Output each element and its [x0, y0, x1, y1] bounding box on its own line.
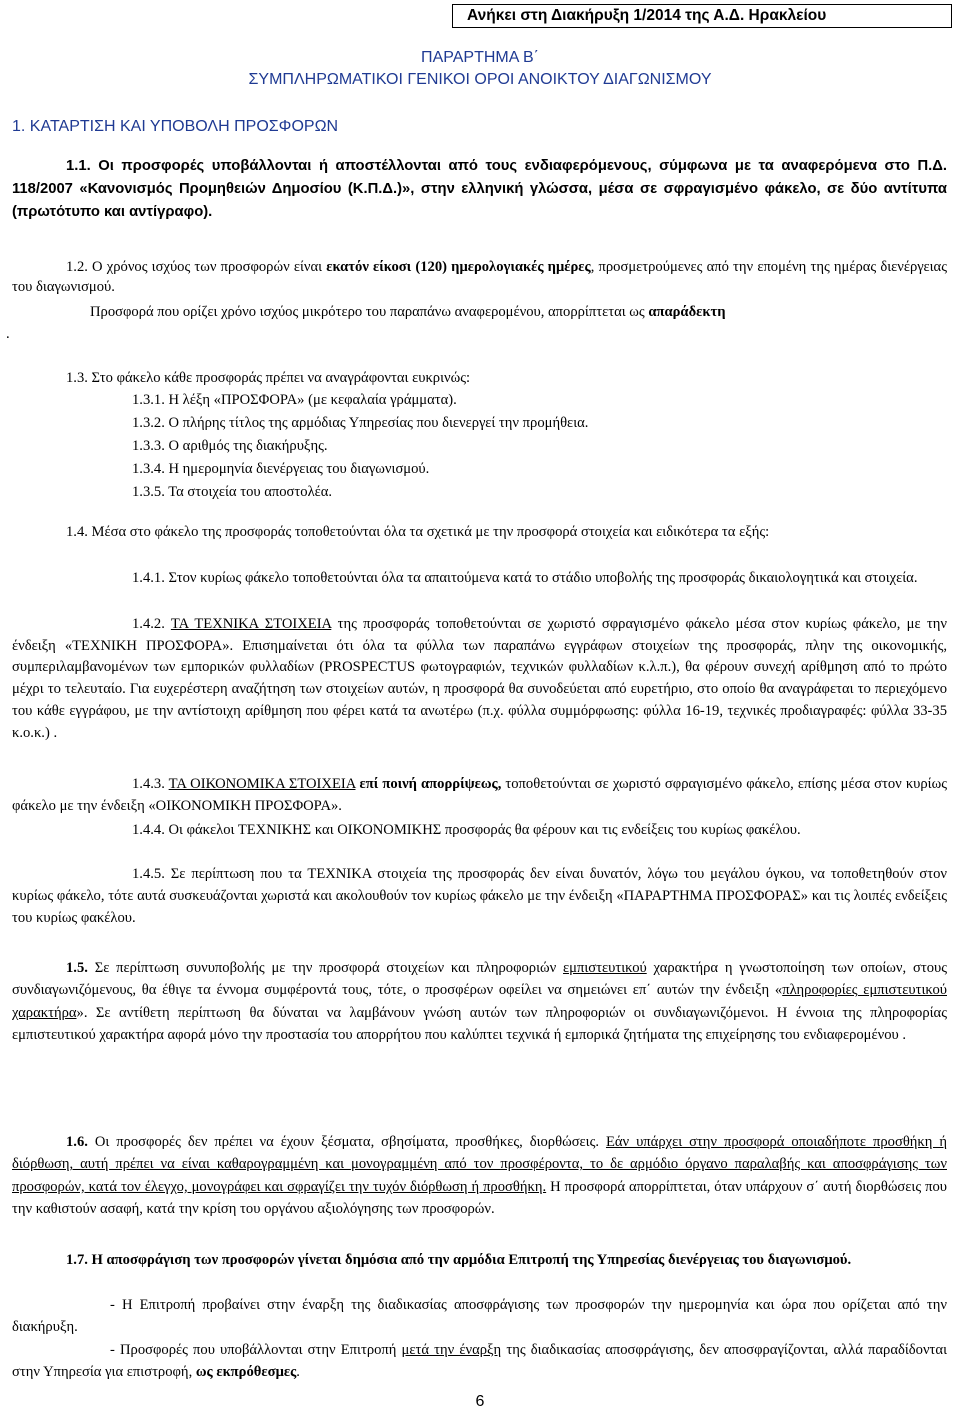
list-item: 1.3.2. Ο πλήρης τίτλος της αρμόδιας Υπηρεσίας που διενεργεί την προμήθεια. — [132, 415, 589, 431]
paragraph-1-1: 1.1. Οι προσφορές υποβάλλονται ή αποστέλλονται από τους ενδιαφερόμενους, σύμφωνα με τα αναφερόμενα στο Π.Δ. 118/2007 «Κανονισμός Προμηθειών Δημοσίου (Κ.Π.Δ.)», στην ελληνική γλώσσα, μέσα σε σφραγισμένο φάκελο, σε δύο αντίτυπα (πρωτότυπο και αντίγραφο). — [12, 158, 947, 220]
section-heading: 1. ΚΑΤΑΡΤΙΣΗ ΚΑΙ ΥΠΟΒΟΛΗ ΠΡΟΣΦΟΡΩΝ — [12, 118, 339, 135]
page-number: 6 — [475, 1393, 485, 1410]
list-item: 1.3.4. Η ημερομηνία διενέργειας του διαγωνισμού. — [132, 461, 430, 477]
header-box-text: Ανήκει στη Διακήρυξη 1/2014 της Α.Δ. Ηρακλείου — [467, 7, 827, 24]
paragraph-1-4-1: 1.4.1. Στον κυρίως φάκελο τοποθετούνται όλα τα απαιτούμενα κατά το στάδιο υποβολής της προσφοράς δικαιολογητικά και στοιχεία. — [132, 570, 918, 586]
paragraph-1-2: 1.2. Ο χρόνος ισχύος των προσφορών είναι εκατόν είκοσι (120) ημερολογιακές ημέρες, προσμετρούμενες από την επομένη της ημέρας διενέργειας του διαγωνισμού. — [12, 259, 947, 295]
paragraph-1-3: 1.3. Στο φάκελο κάθε προσφοράς πρέπει να αναγράφονται ευκρινώς: — [66, 370, 471, 386]
paragraph-1-4-2: 1.4.2. ΤΑ ΤΕΧΝΙΚΑ ΣΤΟΙΧΕΙΑ της προσφοράς τοποθετούνται σε χωριστό σφραγισμένο φάκελο μέσα στον κυρίως φάκελο, με την ένδειξη «ΤΕΧΝΙΚΗ ΠΡΟΣΦΟΡΑ». Επισημαίνεται ότι όλα τα φύλλα των παραπάνω εγγράφων στοιχείων της προσφοράς, πλην της οικονομικής, συμπεριλαμβανομένων των εμπορικών φυλλαδίων (PROSPECTUS φωτογραφιών, τεχνικών φυλλαδίων κ.λ.π.), θα φέρουν συνεχή αρίθμηση από το πρώτο μέχρι το τελευταίο. Για ευχερέστερη αναζήτηση των στοιχείων αυτών, η προσφορά θα συνοδεύεται από ευρετήριο, στο οποίο θα αναγράφεται το περιεχόμενο του κάθε εγγράφου, με την αντίστοιχη αρίθμηση που φέρει κατά τα ανωτέρω (π.χ. φύλλα συμμόρφωσης: φύλλα 16-19, τεχνικές προδιαγραφές: φύλλα 33-35 κ.ο.κ.) . — [12, 616, 947, 741]
paragraph-1-2-invalid: Προσφορά που ορίζει χρόνο ισχύος μικρότερο του παραπάνω αναφερομένου, απορρίπτεται ως απαράδεκτη — [90, 304, 726, 320]
paragraph-1-4-4: 1.4.4. Οι φάκελοι ΤΕΧΝΙΚΗΣ και ΟΙΚΟΝΟΜΙΚΗΣ προσφοράς θα φέρουν και τις ενδείξεις του κυρίως φακέλου. — [132, 822, 801, 838]
header-box — [452, 4, 952, 28]
paragraph-1-7: 1.7. Η αποσφράγιση των προσφορών γίνεται δημόσια από την αρμόδια Επιτροπή της Υπηρεσίας διενέργειας του διαγωνισμού. — [66, 1252, 852, 1268]
paragraph-1-5: 1.5. Σε περίπτωση συνυποβολής με την προσφορά στοιχείων και πληροφοριών εμπιστευτικού χαρακτήρα η γνωστοποίηση των οποίων, στους συνδιαγωνιζόμενους, θα έθιγε τα έννομα συμφέροντά τους, τότε, ο προσφέρων οφείλει να σημειώνει επ΄ αυτών την ένδειξη «πληροφορίες εμπιστευτικού χαρακτήρα». Σε αντίθετη περίπτωση θα δύναται να λαμβάνουν γνώση αυτών των πληροφοριών οι συνδιαγωνιζόμενοι. Η έννοια της πληροφορίας εμπιστευτικού χαρακτήρα αφορά μόνο την προστασία του απορρήτου που καλύπτει τεχνικά ή εμπορικά ζητήματα της επιχείρησης του ενδιαφερομένου . — [12, 960, 947, 1044]
list-item: 1.3.1. Η λέξη «ΠΡΟΣΦΟΡΑ» (με κεφαλαία γράμματα). — [132, 392, 457, 408]
stray-dot: . — [6, 326, 10, 342]
list-item: 1.3.5. Τα στοιχεία του αποστολέα. — [132, 484, 333, 500]
paragraph-1-7-a: - Η Επιτροπή προβαίνει στην έναρξη της διαδικασίας αποσφράγισης των προσφορών την ημερομηνία και ώρα που ορίζεται από την διακήρυξη. — [12, 1297, 947, 1336]
annex-subtitle: ΣΥΜΠΛΗΡΩΜΑΤΙΚΟΙ ΓΕΝΙΚΟΙ ΟΡΟΙ ΑΝΟΙΚΤΟΥ ΔΙΑΓΩΝΙΣΜΟΥ — [248, 71, 712, 88]
paragraph-1-4-5: 1.4.5. Σε περίπτωση που τα ΤΕΧΝΙΚΑ στοιχεία της προσφοράς δεν είναι δυνατόν, λόγω του μεγάλου όγκου, να τοποθετηθούν στον κυρίως φάκελο, τότε αυτά συσκευάζονται χωριστά και ακολουθούν τον κυρίως φάκελο με την ένδειξη «ΠΑΡΑΡΤΗΜΑ ΠΡΟΣΦΟΡΑΣ» και τις λοιπές ενδείξεις του κυρίως φακέλου. — [12, 866, 947, 926]
paragraph-1-4: 1.4. Μέσα στο φάκελο της προσφοράς τοποθετούνται όλα τα σχετικά με την προσφορά στοιχεία και ειδικότερα τα εξής: — [66, 524, 770, 540]
list-item: 1.3.3. Ο αριθμός της διακήρυξης. — [132, 438, 328, 454]
paragraph-1-7-b: - Προσφορές που υποβάλλονται στην Επιτροπή μετά την έναρξη της διαδικασίας αποσφράγισης, δεν αποσφραγίζονται, αλλά παραδίδονται στην Υπηρεσία για επιστροφή, ως εκπρόθεσμες. — [12, 1342, 947, 1381]
annex-title: ΠΑΡΑΡΤΗΜΑ Β΄ — [421, 49, 539, 66]
paragraph-1-6: 1.6. Οι προσφορές δεν πρέπει να έχουν ξέσματα, σβησίματα, προσθήκες, διορθώσεις. Εάν υπάρχει στην προσφορά οποιαδήποτε προσθήκη ή διόρθωση, αυτή πρέπει να είναι καθαρογραμμένη και μονογραμμένη από τον προσφέροντα, το δε αρμόδιο όργανο παραλαβής και αποσφράγισης των προσφορών, κατά τον έλεγχο, μονογράφει και σφραγίζει την τυχόν διόρθωση ή προσθήκη. Η προσφορά απορρίπτεται, όταν υπάρχουν σ΄ αυτή διορθώσεις που την καθιστούν ασαφή, κατά την κρίση του οργάνου αξιολόγησης των προσφορών. — [12, 1134, 947, 1218]
paragraph-1-4-3: 1.4.3. ΤΑ ΟΙΚΟΝΟΜΙΚΑ ΣΤΟΙΧΕΙΑ επί ποινή απορρίψεως, τοποθετούνται σε χωριστό σφραγισμένο φάκελο, επίσης μέσα στον κυρίως φάκελο με την ένδειξη «ΟΙΚΟΝΟΜΙΚΗ ΠΡΟΣΦΟΡΑ». — [12, 776, 947, 814]
